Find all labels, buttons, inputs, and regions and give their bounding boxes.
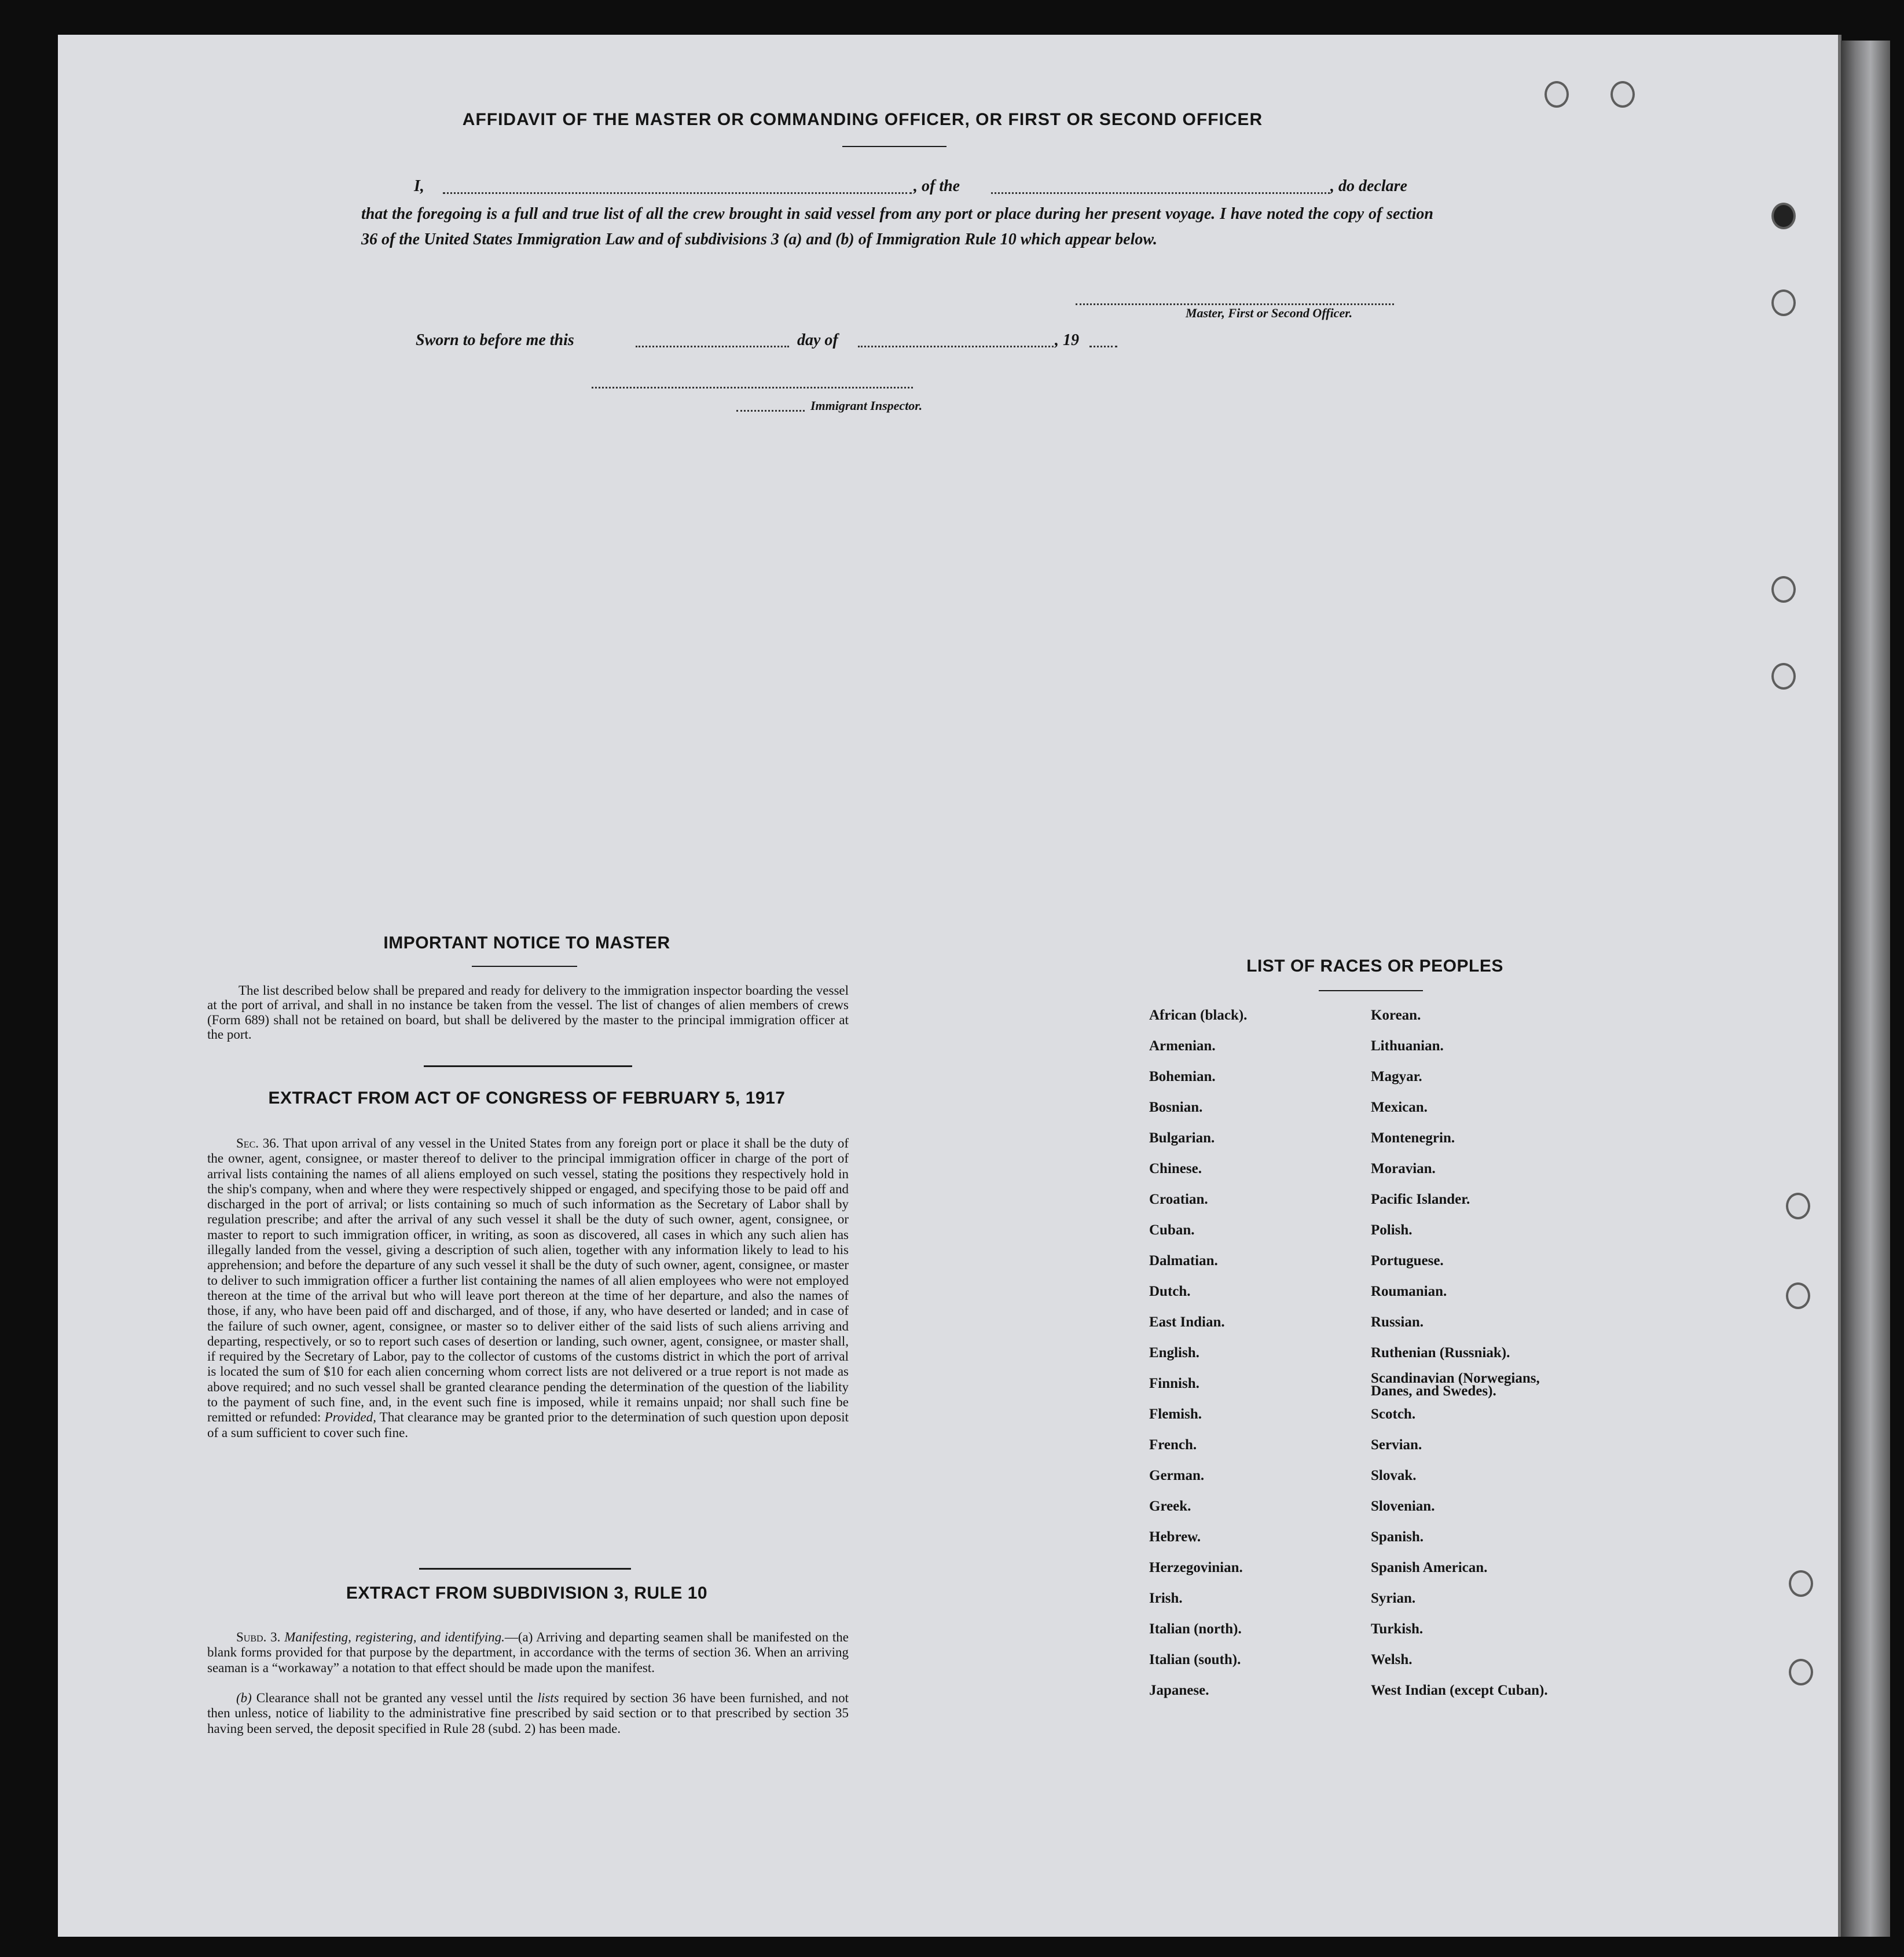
punch-hole-icon [1771,289,1796,316]
races-title: LIST OF RACES OR PEOPLES [1246,956,1503,976]
race-item: Flemish. [1149,1406,1202,1422]
inspector-signature-line[interactable] [592,387,913,389]
subdivision-a-label: —(a) [504,1630,533,1644]
inspector-prefix-line [736,410,805,412]
master-signature-caption: Master, First or Second Officer. [1186,306,1353,320]
race-item: Polish. [1371,1222,1413,1238]
provided-label: Provided, [324,1410,376,1425]
inspector-signature-caption: Immigrant Inspector. [810,398,923,413]
punch-hole-icon [1771,663,1796,690]
race-item: Dutch. [1149,1284,1191,1299]
race-item: Montenegrin. [1371,1130,1455,1146]
race-item: East Indian. [1149,1314,1225,1330]
act-text [207,1136,849,1441]
subdivision-a-body: Arriving and departing seamen shall be manifested on the blank forms provided for that purpose by the department, in accordance with the terms of section 36. When an arriving seaman is a “workaway” a notation to that effect should be made upon the manifest. [207,1630,849,1675]
punch-hole-icon [1771,203,1796,229]
subdivision-a-text [207,1630,849,1676]
race-item: Servian. [1371,1437,1422,1453]
act-title: EXTRACT FROM ACT OF CONGRESS OF FEBRUARY 5, 1917 [268,1089,786,1108]
race-item: Syrian. [1371,1590,1416,1606]
divider [419,1568,631,1570]
race-item: Hebrew. [1149,1529,1201,1545]
race-item: Chinese. [1149,1161,1202,1177]
punch-hole-icon [1545,81,1569,108]
subdivision-label: Subd. 3. [236,1630,281,1644]
race-item: Lithuanian. [1371,1038,1444,1054]
race-item: Welsh. [1371,1652,1413,1668]
punch-hole-icon [1610,81,1635,108]
race-item: Slovak. [1371,1468,1417,1483]
race-item: Portuguese. [1371,1253,1444,1269]
race-item: Croatian. [1149,1192,1208,1207]
race-item: Ruthenian (Russniak). [1371,1345,1510,1361]
punch-hole-icon [1771,576,1796,603]
race-item: Armenian. [1149,1038,1216,1054]
race-item: Bohemian. [1149,1069,1216,1084]
races-column-1 [1149,1007,1247,1713]
subdivision-heading: Manifesting, registering, and identifying. [284,1630,505,1644]
race-item: Pacific Islander. [1371,1192,1470,1207]
race-item: West Indian (except Cuban). [1371,1683,1548,1698]
notice-title: IMPORTANT NOTICE TO MASTER [383,933,670,952]
affidavit-body: that the foregoing is a full and true list of all the crew brought in said vessel from any port or place during her present voyage. I have noted the copy of section 36 of the United States Immigration Law and of subdivisions 3 (a) and (b) of Immigration Rule 10 which appear below. [361,205,1433,248]
subdivision-b-lists: lists [537,1691,559,1705]
day-of-label: day of [797,331,838,349]
notice-text: The list described below shall be prepared and ready for delivery to the immigration inspector boarding the vessel at the port of arrival, and shall in no instance be taken from the vessel. The list of changes of alien members of crews (Form 689) shall not be retained on board, but shall be delivered by the master to the principal immigration officer at the port. [207,983,849,1042]
year-blank-line[interactable] [1089,346,1117,347]
divider [424,1065,632,1067]
punch-hole-icon [1789,1570,1813,1597]
race-item: Korean. [1371,1007,1421,1023]
race-item: Russian. [1371,1314,1424,1330]
race-item: Cuban. [1149,1222,1195,1238]
binding-edge [1841,41,1890,1937]
race-item: Slovenian. [1371,1498,1435,1514]
name-blank-line[interactable] [443,192,912,194]
divider [1319,990,1423,991]
divider [842,146,947,147]
subdivision-b-body-1: Clearance shall not be granted any vessel until the [256,1691,533,1705]
act-body: That upon arrival of any vessel in the United States from any foreign port or place it shall be the duty of the owner, agent, consignee, or master thereof to deliver to the principal immigration officer in charge of the port of arrival lists containing the names of all aliens employed on such vessel, stating the positions they respectively hold in the ship's company, when and where they were respectively shipped or engaged, and specifying those to be paid off and discharged in the port of arrival; or lists containing so much of such information as the Secretary of Labor shall by regulation prescribe; and after the arrival of any such vessel it shall be the duty of such owner, agent, consignee, or master to report to such immigration officer, in writing, as soon as discovered, all cases in which any such alien has illegally landed from the vessel, giving a description of such alien, together with any information likely to lead to his apprehension; and before the departure of any such vessel it shall be the duty of such owner, agent, consignee, or master to deliver to such immigration officer a further list containing the names of all alien employees who were not employed thereon at the time of the arrival but who will leave port thereon at the time of her departure, and also the names of those, if any, who have been paid off and discharged, and of those, if any, who have deserted or landed; and in case of the failure of such owner, agent, consignee, or master so to deliver either of the said lists of such aliens arriving and departing, respectively, or so to report such cases of desertion or landing, such owner, agent, consignee, or master shall, if required by the Secretary of Labor, pay to the collector of customs of the customs district in which the port of arrival is located the sum of $10 for each alien concerning whom correct lists are not delivered or a true report is not made as above required; and no such vessel shall be granted clearance pending the determination of the question of the liability to the payment of such fine, and, in the event such fine is imposed, while it remains unpaid; nor shall such fine be remitted or refunded: [207,1136,849,1425]
master-signature-line[interactable] [1076,303,1394,305]
race-item: Magyar. [1371,1069,1422,1084]
affidavit-title: AFFIDAVIT OF THE MASTER OR COMMANDING OFFICER, OR FIRST OR SECOND OFFICER [462,110,1263,129]
subdivision-b-body-2: required by section 36 have been furnished, and not then unless, notice of liability to the administrative fine prescribed by said section or to that prescribed by section 35 having been served, the deposit specified in Rule 28 (subd. 2) has been made. [207,1691,849,1736]
race-item: Italian (north). [1149,1621,1242,1637]
race-item: Greek. [1149,1498,1191,1514]
race-item: French. [1149,1437,1197,1453]
race-item: Bosnian. [1149,1100,1203,1115]
vessel-blank-line[interactable] [991,192,1330,194]
subdivision-b-label: (b) [236,1691,252,1705]
day-blank-line[interactable] [636,346,789,347]
race-item: Irish. [1149,1590,1183,1606]
race-item: Scotch. [1371,1406,1416,1422]
year-label: , 19 [1055,331,1079,349]
race-item: German. [1149,1468,1205,1483]
race-item: Dalmatian. [1149,1253,1218,1269]
race-item: English. [1149,1345,1199,1361]
punch-hole-icon [1786,1282,1810,1309]
race-item: African (black). [1149,1007,1248,1023]
month-blank-line[interactable] [858,346,1054,347]
punch-hole-icon [1789,1659,1813,1685]
divider [472,966,577,967]
race-item: Mexican. [1371,1100,1428,1115]
sworn-label: Sworn to before me this [416,331,574,349]
race-item: Spanish. [1371,1529,1424,1545]
race-item: Roumanian. [1371,1284,1447,1299]
race-item: Scandinavian (Norwegians, Danes, and Swedes). [1371,1370,1540,1399]
race-item: Spanish American. [1371,1560,1488,1575]
race-item: Herzegovinian. [1149,1560,1243,1575]
affidavit-i-label: I, [414,177,424,195]
race-item: Japanese. [1149,1683,1209,1698]
affidavit-of-the-label: , of the [914,177,960,195]
affidavit-declare-label: , do declare [1330,177,1407,195]
provided-text: That clearance may be granted prior to the determination of such question upon deposit of a sum sufficient to cover such fine. [207,1410,849,1440]
race-item: Moravian. [1371,1161,1436,1177]
punch-hole-icon [1786,1193,1810,1219]
race-item: Turkish. [1371,1621,1424,1637]
section-label: Sec. 36. [236,1136,280,1150]
race-item: Italian (south). [1149,1652,1241,1668]
subdivision-title: EXTRACT FROM SUBDIVISION 3, RULE 10 [346,1584,708,1603]
race-item: Bulgarian. [1149,1130,1215,1146]
race-item: Finnish. [1149,1376,1199,1391]
subdivision-b-text [207,1691,849,1736]
races-column-2 [1371,1007,1562,1713]
